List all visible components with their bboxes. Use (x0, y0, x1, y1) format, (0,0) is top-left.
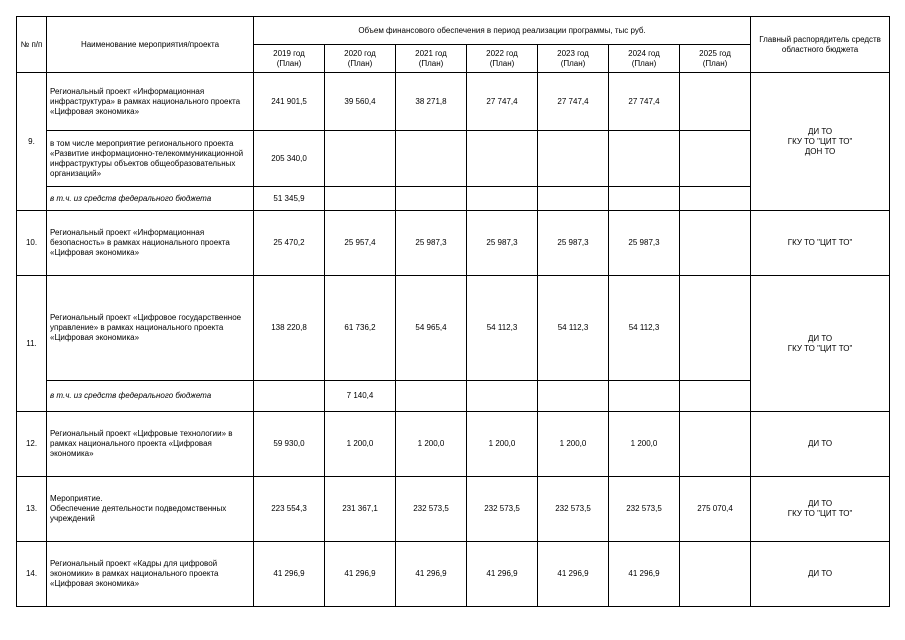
value-cell: 25 470,2 (254, 211, 325, 276)
project-name: Региональный проект «Кадры для цифровой экономики» в рамках национального проекта «Цифровая экономика» (47, 542, 254, 607)
value-cell (680, 412, 751, 477)
row-number: 14. (17, 542, 47, 607)
value-cell (680, 187, 751, 211)
value-cell: 41 296,9 (609, 542, 680, 607)
header-admin: Главный распорядитель средств областного бюджета (751, 17, 890, 73)
value-cell: 232 573,5 (609, 477, 680, 542)
value-cell (467, 381, 538, 412)
value-cell (680, 211, 751, 276)
header-num: № п/п (17, 17, 47, 73)
header-funding: Объем финансового обеспечения в период реализации программы, тыс руб. (254, 17, 751, 45)
value-cell: 27 747,4 (467, 73, 538, 131)
value-cell (467, 131, 538, 187)
value-cell (609, 381, 680, 412)
value-cell: 1 200,0 (325, 412, 396, 477)
value-cell (609, 131, 680, 187)
table-row (17, 477, 890, 542)
value-cell: 1 200,0 (609, 412, 680, 477)
value-cell: 1 200,0 (396, 412, 467, 477)
admin-cell: ДИ ТО (751, 412, 890, 477)
value-cell (680, 542, 751, 607)
value-cell: 1 200,0 (467, 412, 538, 477)
value-cell: 25 987,3 (609, 211, 680, 276)
funding-table (16, 16, 890, 607)
value-cell: 38 271,8 (396, 73, 467, 131)
project-name: в т.ч. из средств федерального бюджета (47, 187, 254, 211)
value-cell: 25 957,4 (325, 211, 396, 276)
value-cell: 41 296,9 (325, 542, 396, 607)
header-year-2020: 2020 год (План) (325, 45, 396, 73)
value-cell: 232 573,5 (467, 477, 538, 542)
project-name: Региональный проект «Цифровые технологии» в рамках национального проекта «Цифровая экономика» (47, 412, 254, 477)
project-name: Мероприятие. Обеспечение деятельности подведомственных учреждений (47, 477, 254, 542)
value-cell (538, 381, 609, 412)
value-cell (538, 131, 609, 187)
header-year-2022: 2022 год (План) (467, 45, 538, 73)
row-number: 11. (17, 276, 47, 412)
table-row (17, 73, 890, 131)
value-cell: 138 220,8 (254, 276, 325, 381)
value-cell: 61 736,2 (325, 276, 396, 381)
value-cell: 205 340,0 (254, 131, 325, 187)
value-cell: 51 345,9 (254, 187, 325, 211)
header-row-1 (17, 17, 890, 45)
value-cell: 59 930,0 (254, 412, 325, 477)
header-year-2019: 2019 год (План) (254, 45, 325, 73)
header-year-2021: 2021 год (План) (396, 45, 467, 73)
value-cell (680, 73, 751, 131)
row-number: 10. (17, 211, 47, 276)
value-cell: 27 747,4 (538, 73, 609, 131)
row-number: 9. (17, 73, 47, 211)
value-cell: 232 573,5 (538, 477, 609, 542)
admin-cell: ГКУ ТО "ЦИТ ТО" (751, 211, 890, 276)
value-cell (254, 381, 325, 412)
value-cell (325, 131, 396, 187)
table-row (17, 412, 890, 477)
table-row (17, 542, 890, 607)
value-cell (396, 187, 467, 211)
value-cell: 241 901,5 (254, 73, 325, 131)
value-cell (396, 131, 467, 187)
value-cell: 27 747,4 (609, 73, 680, 131)
value-cell: 54 112,3 (538, 276, 609, 381)
value-cell (538, 187, 609, 211)
row-number: 13. (17, 477, 47, 542)
row-number: 12. (17, 412, 47, 477)
value-cell (396, 381, 467, 412)
value-cell: 275 070,4 (680, 477, 751, 542)
table-row (17, 211, 890, 276)
header-year-2025: 2025 год (План) (680, 45, 751, 73)
value-cell: 223 554,3 (254, 477, 325, 542)
value-cell (467, 187, 538, 211)
value-cell: 54 112,3 (467, 276, 538, 381)
value-cell: 41 296,9 (538, 542, 609, 607)
header-year-2024: 2024 год (План) (609, 45, 680, 73)
admin-cell: ДИ ТО ГКУ ТО "ЦИТ ТО" (751, 276, 890, 412)
project-name: Региональный проект «Цифровое государственное управление» в рамках национального проекта «Цифровая экономика» (47, 276, 254, 381)
project-name: в том числе мероприятие регионального проекта «Развитие информационно-телекоммуникационной инфраструктуры объектов общеобразовательных организаций» (47, 131, 254, 187)
value-cell (680, 276, 751, 381)
value-cell: 41 296,9 (467, 542, 538, 607)
value-cell: 231 367,1 (325, 477, 396, 542)
header-year-2023: 2023 год (План) (538, 45, 609, 73)
table-row (17, 276, 890, 381)
project-name: Региональный проект «Информационная инфраструктура» в рамках национального проекта «Цифровая экономика» (47, 73, 254, 131)
admin-cell: ДИ ТО ГКУ ТО "ЦИТ ТО" ДОН ТО (751, 73, 890, 211)
value-cell: 54 965,4 (396, 276, 467, 381)
value-cell: 7 140,4 (325, 381, 396, 412)
value-cell: 54 112,3 (609, 276, 680, 381)
admin-cell: ДИ ТО (751, 542, 890, 607)
value-cell (325, 187, 396, 211)
value-cell: 232 573,5 (396, 477, 467, 542)
value-cell: 25 987,3 (467, 211, 538, 276)
value-cell: 25 987,3 (396, 211, 467, 276)
header-name: Наименование мероприятия/проекта (47, 17, 254, 73)
value-cell: 1 200,0 (538, 412, 609, 477)
project-name: в т.ч. из средств федерального бюджета (47, 381, 254, 412)
value-cell (680, 381, 751, 412)
value-cell: 39 560,4 (325, 73, 396, 131)
value-cell: 25 987,3 (538, 211, 609, 276)
value-cell: 41 296,9 (254, 542, 325, 607)
value-cell (609, 187, 680, 211)
project-name: Региональный проект «Информационная безопасность» в рамках национального проекта «Цифровая экономика» (47, 211, 254, 276)
admin-cell: ДИ ТО ГКУ ТО "ЦИТ ТО" (751, 477, 890, 542)
value-cell (680, 131, 751, 187)
value-cell: 41 296,9 (396, 542, 467, 607)
